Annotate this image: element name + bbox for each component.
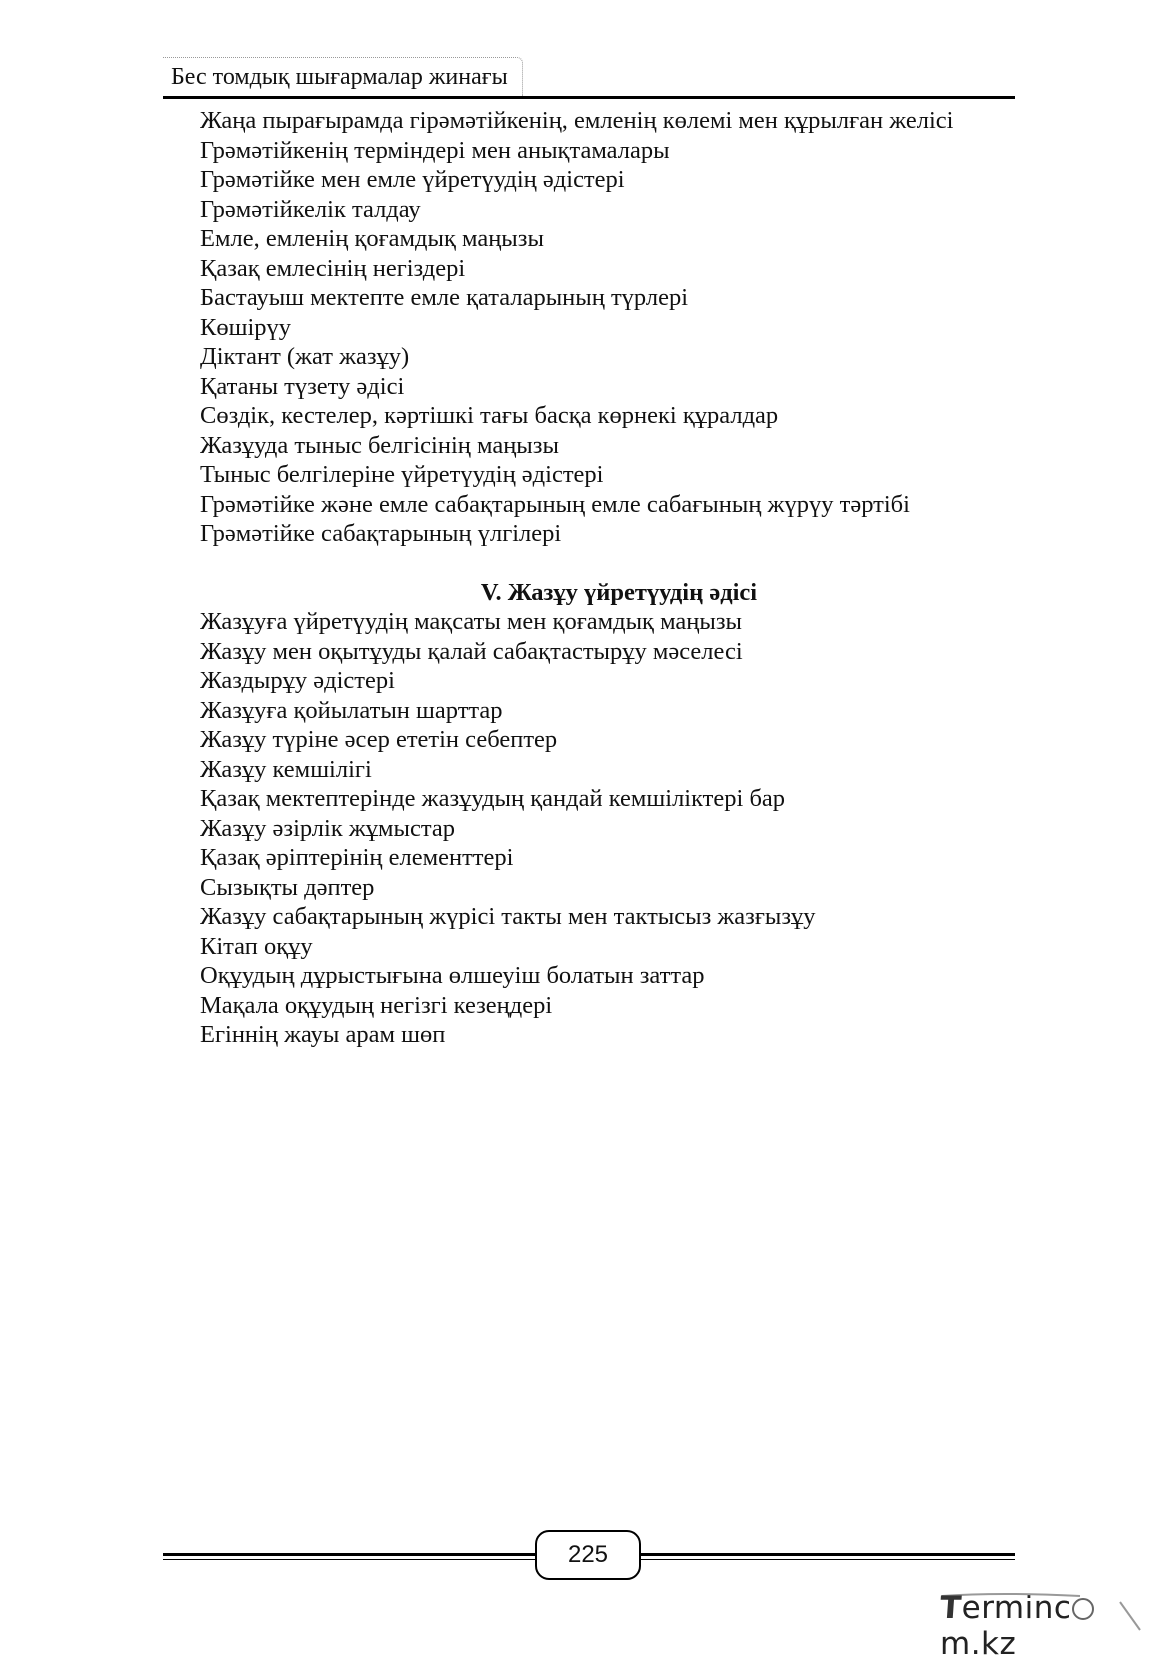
list-item: Мақала оқұудың негізгі кезеңдері	[200, 991, 553, 1019]
list-item: Жазұу кемшілігі	[200, 755, 372, 783]
list-item: Емле, емленің қоғамдық маңызы	[200, 225, 544, 252]
list-item: Грәмәтійкелік талдау	[200, 195, 421, 223]
list-item: Қазақ емлесінің негіздері	[200, 254, 466, 282]
topic-list-part2	[163, 607, 1015, 1050]
running-header	[163, 57, 1015, 99]
list-item: Сөздік, кестелер, кәртішкі тағы басқа көрнекі құралдар	[200, 402, 779, 429]
list-item: Грәмәтійке мен емле үйретүудің әдістері	[200, 166, 625, 193]
page-footer	[163, 1528, 1015, 1588]
list-item: Қазақ мектептерінде жазұудың қандай кемшіліктері бар	[200, 785, 786, 812]
list-item: Жазұу сабақтарының жүрісі такты мен тактысыз жазғызұу	[200, 903, 816, 930]
site-watermark-logo	[938, 1590, 1145, 1662]
list-item: Сызықты дәптер	[200, 873, 375, 901]
list-item: Жаздырұу әдістері	[200, 667, 395, 694]
list-item: Кітап оқұу	[200, 932, 313, 960]
list-item: Егіннің жауы арам шөп	[200, 1021, 446, 1048]
list-item: Грәмәтійкенің терміндері мен анықтамалары	[200, 136, 670, 164]
list-item: Көшірүу	[200, 313, 292, 341]
header-rule	[163, 96, 1015, 99]
list-item: Жазұу мен оқытұуды қалай сабақтастырұу мәселесі	[200, 637, 743, 665]
topic-list-part1	[163, 136, 1015, 549]
watermark-prefix: T	[938, 1590, 963, 1626]
section-title: V. Жазұу үйретүудің әдісі	[480, 578, 758, 606]
list-item: Жазұу түріне әсер ететін себептер	[200, 726, 558, 753]
list-item: Жазұу әзірлік жұмыстар	[200, 814, 456, 842]
page-body	[163, 106, 1015, 1050]
list-item: Грәмәтійке сабақтарының үлгілері	[200, 520, 562, 547]
watermark-suffix: m.kz	[940, 1626, 1017, 1662]
watermark-middle: erminc	[961, 1590, 1072, 1626]
list-item: Діктант (жат жазұу)	[200, 343, 410, 370]
list-item: Қатаны түзету әдісі	[200, 372, 405, 400]
list-item: Тыныс белгілеріне үйретүудің әдістері	[200, 461, 604, 488]
list-item: Оқұудың дұрыстығына өлшеуіш болатын заттар	[200, 962, 705, 989]
book-title: Бес томдық шығармалар жинағы	[163, 57, 523, 96]
list-item: Грәмәтійке және емле сабақтарының емле сабағының жүрүу тәртібі	[200, 490, 910, 518]
list-item: Жазұуда тыныс белгісінің маңызы	[200, 431, 559, 459]
swoosh-icon	[940, 1592, 1145, 1632]
list-item: Жазұуға үйретүудің мақсаты мен қоғамдық маңызы	[200, 608, 742, 635]
intro-paragraph: Жаңа пырағырамда гірәмәтійкенің, емленің көлемі мен құрылған желісі	[200, 107, 954, 134]
page-number: 225	[535, 1530, 641, 1580]
list-item: Жазұуға қойылатын шарттар	[200, 696, 503, 724]
list-item: Қазақ әріптерінің елементтері	[200, 844, 514, 871]
list-item: Бастауыш мектепте емле қаталарының түрлері	[200, 284, 689, 311]
